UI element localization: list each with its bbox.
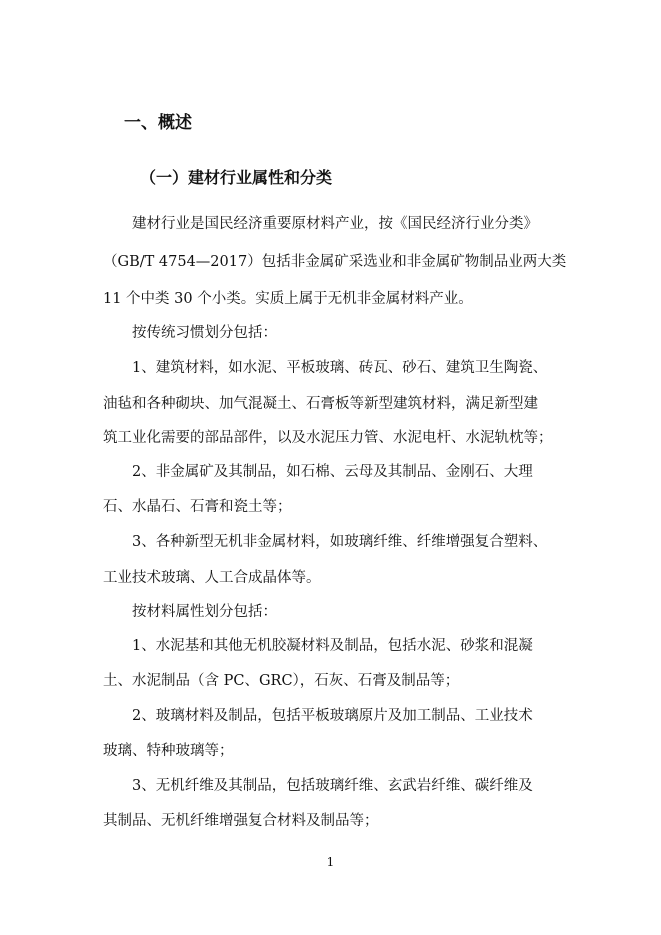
paragraph-line: 按材料属性划分包括： [132,604,277,620]
paragraph-line: （GB/T 4754—2017）包括非金属矿采选业和非金属矿物制品业两大类 [103,254,567,270]
paragraph-line: 石、水晶石、石膏和瓷土等； [103,499,292,515]
paragraph-line: 其制品、无机纤维增强复合材料及制品等； [103,813,379,829]
section-heading: 一、概述 [124,113,192,133]
paragraph-line: 1、水泥基和其他无机胶凝材料及制品，包括水泥、砂浆和混凝 [132,638,533,654]
paragraph-line: 2、玻璃材料及制品，包括平板玻璃原片及加工制品、工业技术 [132,708,533,724]
paragraph-line: 11 个中类 30 个小类。实质上属于无机非金属材料产业。 [103,291,473,307]
page-number: 1 [326,855,335,869]
paragraph-line: 3、各种新型无机非金属材料，如玻璃纤维、纤维增强复合塑料、 [132,534,548,550]
paragraph-line: 3、无机纤维及其制品，包括玻璃纤维、玄武岩纤维、碳纤维及 [132,778,533,794]
paragraph-line: 1、建筑材料，如水泥、平板玻璃、砖瓦、砂石、建筑卫生陶瓷、 [132,360,548,376]
paragraph-line: 油毡和各种砌块、加气混凝土、石膏板等新型建筑材料，满足新型建 [103,396,538,412]
paragraph-line: 工业技术玻璃、人工合成晶体等。 [103,570,321,586]
paragraph-line: 按传统习惯划分包括： [132,325,277,341]
paragraph-line: 建材行业是国民经济重要原材料产业，按《国民经济行业分类》 [132,216,538,232]
paragraph-line: 2、非金属矿及其制品，如石棉、云母及其制品、金刚石、大理 [132,464,533,480]
paragraph-line: 土、水泥制品（含 PC、GRC），石灰、石膏及制品等； [103,673,460,689]
paragraph-line: 筑工业化需要的部品部件，以及水泥压力管、水泥电杆、水泥轨枕等； [103,430,553,446]
paragraph-line: 玻璃、特种玻璃等； [103,743,234,759]
subsection-heading: （一）建材行业属性和分类 [140,168,333,187]
